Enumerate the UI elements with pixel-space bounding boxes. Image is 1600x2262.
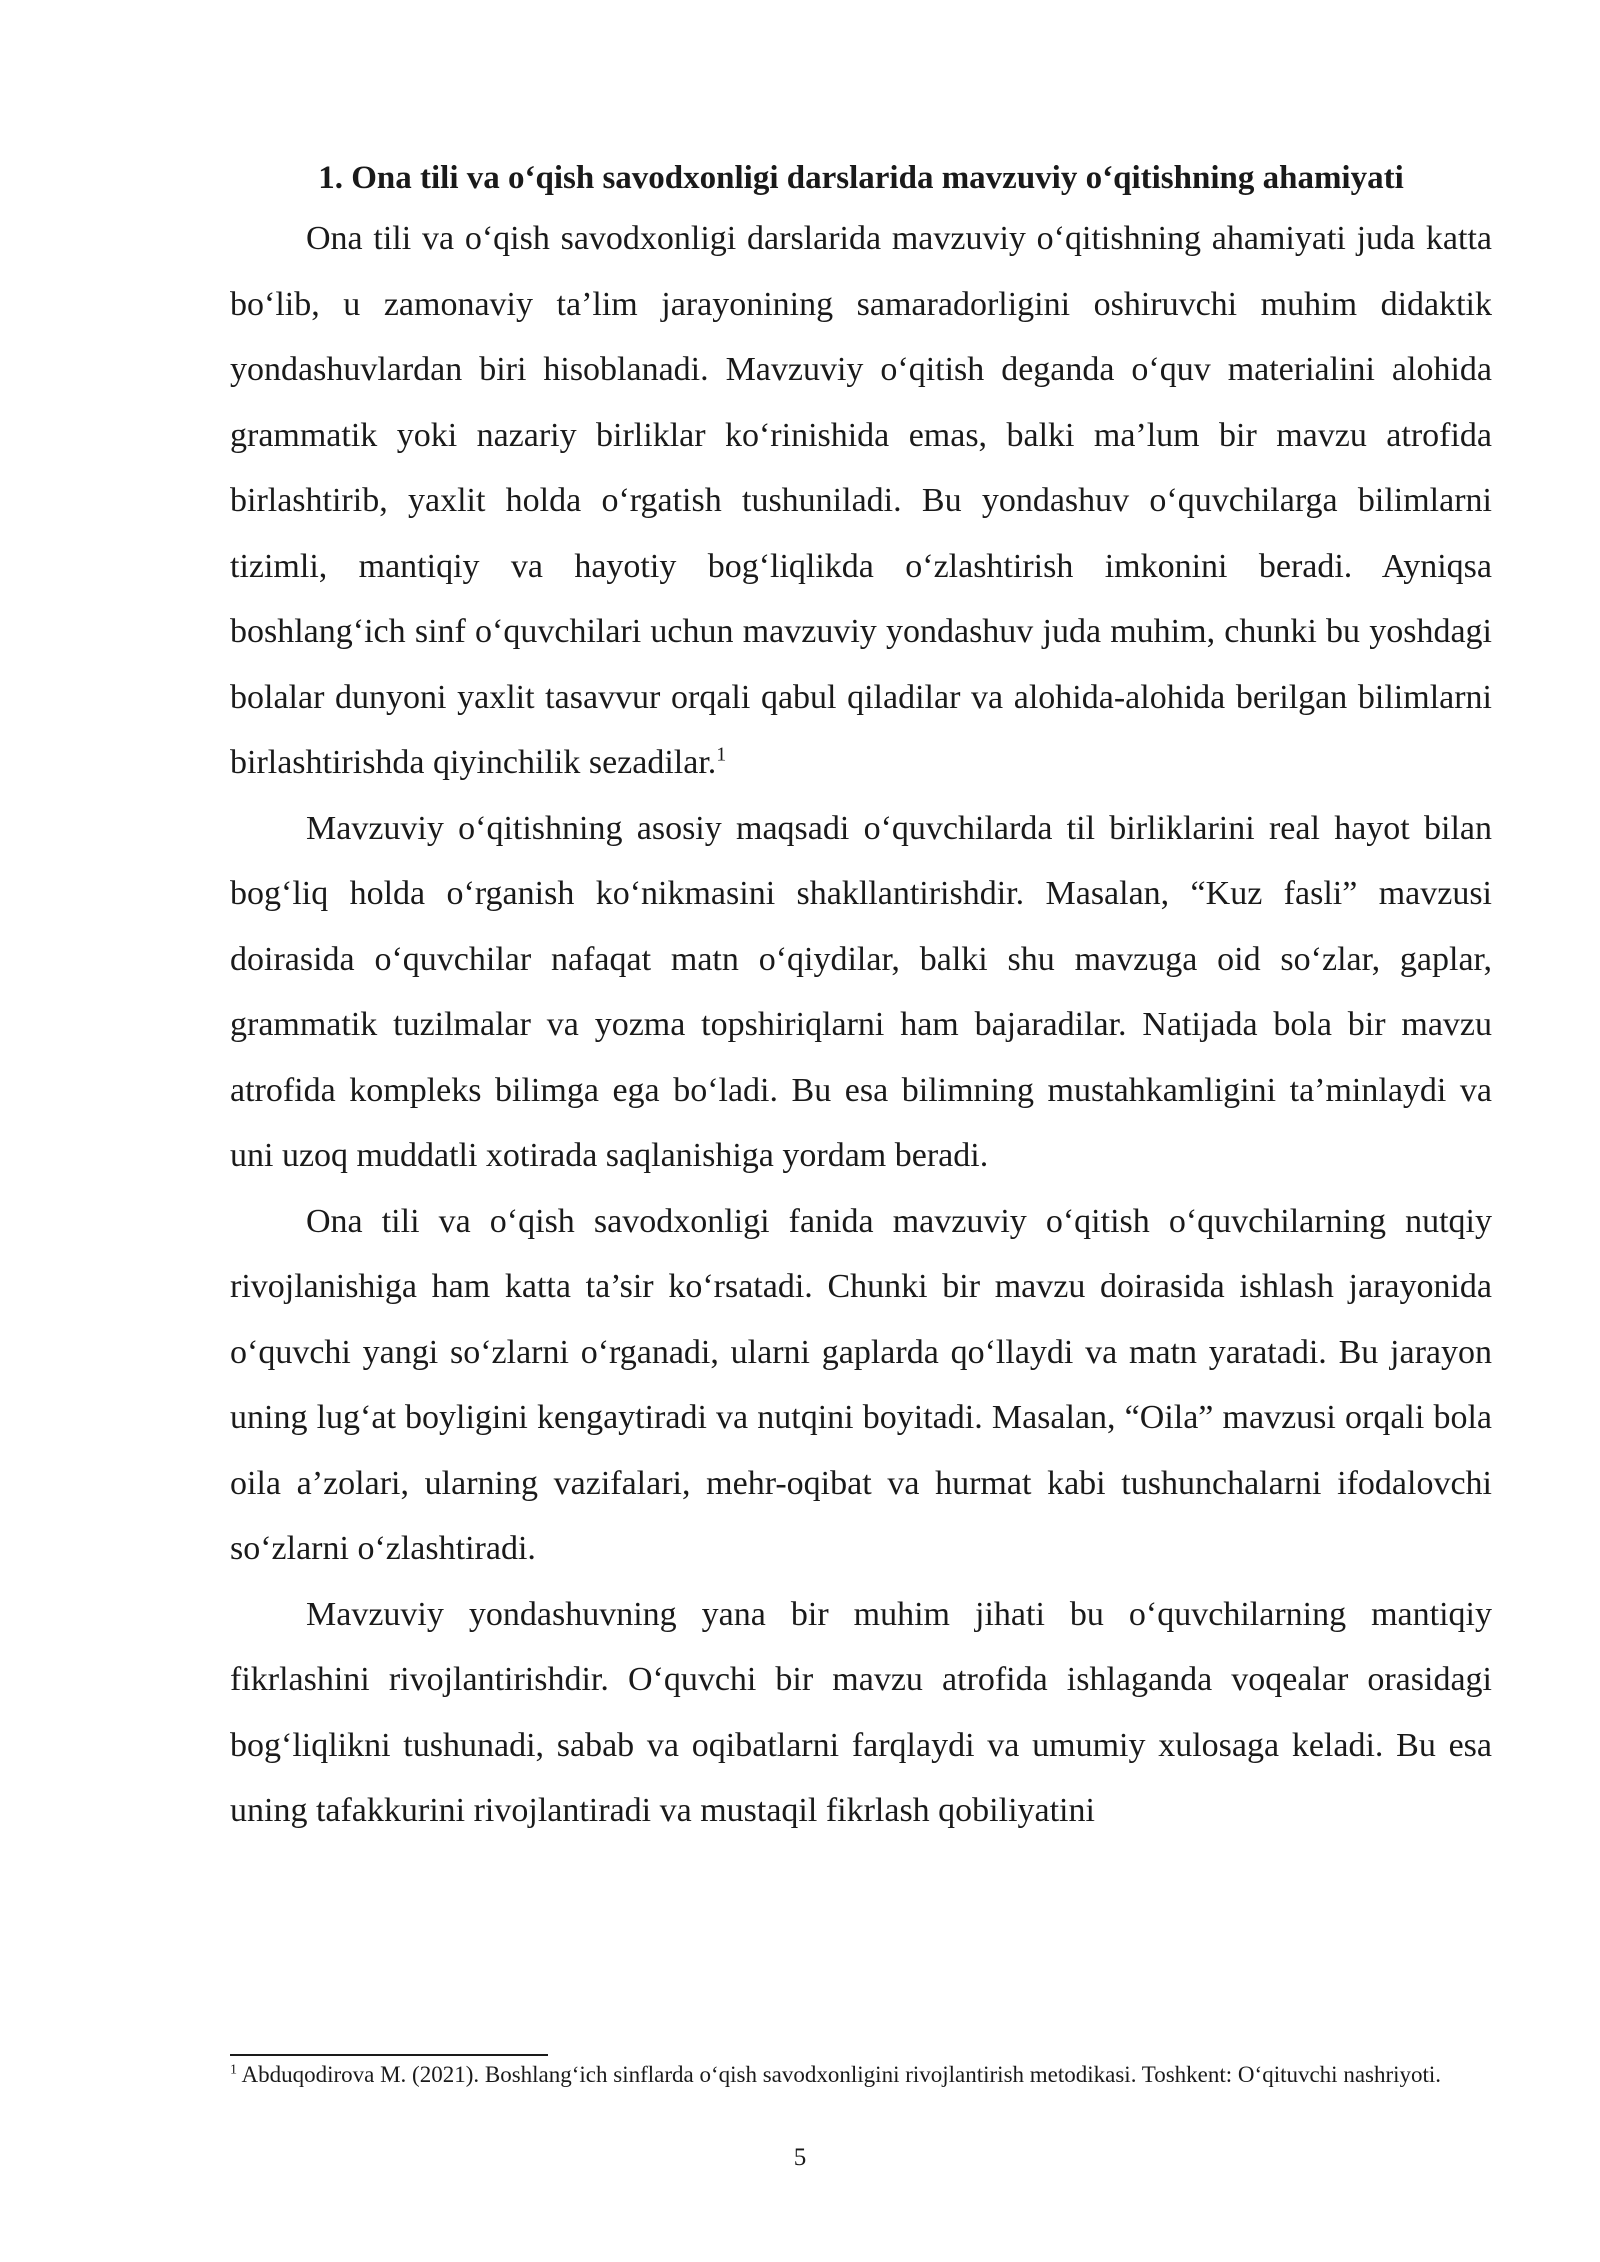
section-heading: 1. Ona tili va o‘qish savodxonligi darslarida mavzuviy o‘qitishning ahamiyati: [318, 160, 1404, 196]
footnote-number: 1: [230, 2062, 237, 2078]
footnote: [230, 2058, 1492, 2091]
paragraph-1-text: Ona tili va o‘qish savodxonligi darslarida mavzuviy o‘qitishning ahamiyati juda katta bo‘lib, u zamonaviy ta’lim jarayonining samaradorligini oshiruvchi muhim didaktik yondashuvlardan biri hisoblanadi. Mavzuviy o‘qitish deganda o‘quv materialini alohida grammatik yoki nazariy birliklar ko‘rinishida emas, balki ma’lum bir mavzu atrofida birlashtirib, yaxlit holda o‘rgatish tushuniladi. Bu yondashuv o‘quvchilarga bilimlarni tizimli, mantiqiy va hayotiy bog‘liqlikda o‘zlashtirish imkonini beradi. Ayniqsa boshlang‘ich sinf o‘quvchilari uchun mavzuviy yondashuv juda muhim, chunki bu yoshdagi bolalar dunyoni yaxlit tasavvur orqali qabul qiladilar va alohida-alohida berilgan bilimlarni birlashtirishda qiyinchilik sezadilar.: [230, 220, 1492, 781]
page-number: 5: [793, 2144, 807, 2171]
paragraph-1: [230, 206, 1492, 796]
paragraph-3: Ona tili va o‘qish savodxonligi fanida mavzuviy o‘qitish o‘quvchilarning nutqiy rivojlanishiga ham katta ta’sir ko‘rsatadi. Chunki bir mavzu doirasida ishlash jarayonida o‘quvchi yangi so‘zlarni o‘rganadi, ularni gaplarda qo‘llaydi va matn yaratadi. Bu jarayon uning lug‘at boyligini kengaytiradi va nutqini boyitadi. Masalan, “Oila” mavzusi orqali bola oila a’zolari, ularning vazifalari, mehr-oqibat va hurmat kabi tushunchalarni ifodalovchi so‘zlarni o‘zlashtiradi.: [230, 1202, 1492, 1567]
footnote-separator: [230, 2054, 548, 2056]
footnote-text: Abduqodirova M. (2021). Boshlang‘ich sinflarda o‘qish savodxonligini rivojlantirish metodikasi. Toshkent: O‘qituvchi nashriyoti.: [241, 2062, 1442, 2087]
paragraph-2: Mavzuviy o‘qitishning asosiy maqsadi o‘quvchilarda til birliklarini real hayot bilan bog‘liq holda o‘rganish ko‘nikmasini shakllantirishdir. Masalan, “Kuz fasli” mavzusi doirasida o‘quvchilar nafaqat matn o‘qiydilar, balki shu mavzuga oid so‘zlar, gaplar, grammatik tuzilmalar va yozma topshiriqlarni ham bajaradilar. Natijada bola bir mavzu atrofida kompleks bilimga ega bo‘ladi. Bu esa bilimning mustahkamligini ta’minlaydi va uni uzoq muddatli xotirada saqlanishiga yordam beradi.: [230, 809, 1492, 1174]
footnote-reference[interactable]: 1: [716, 743, 727, 766]
page-body: [230, 150, 1492, 1844]
paragraph-4: Mavzuviy yondashuvning yana bir muhim jihati bu o‘quvchilarning mantiqiy fikrlashini rivojlantirishdir. O‘quvchi bir mavzu atrofida ishlaganda voqealar orasidagi bog‘liqlikni tushunadi, sabab va oqibatlarni farqlaydi va umumiy xulosaga keladi. Bu esa uning tafakkurini rivojlantiradi va mustaqil fikrlash qobiliyatini: [230, 1595, 1492, 1829]
